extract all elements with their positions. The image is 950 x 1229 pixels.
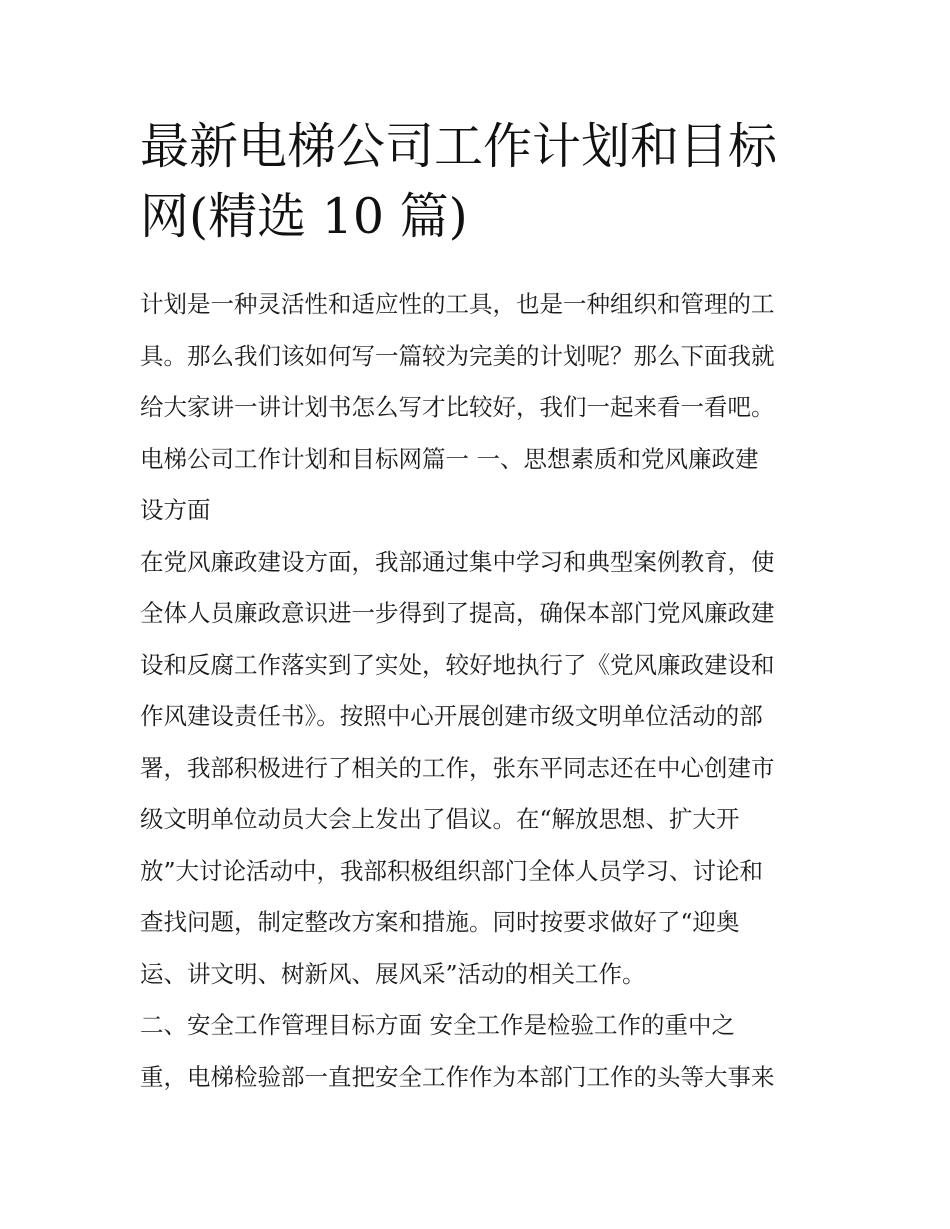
body-line: 作风建设责任书》。按照中心开展创建市级文明单位活动的部	[140, 702, 763, 730]
body-line: 重，电梯检验部一直把安全工作作为本部门工作的头等大事来	[140, 1062, 775, 1091]
body-line: 运、讲文明、树新风、展风采”活动的相关工作。	[140, 959, 646, 988]
title-line-1: 最新电梯公司工作计划和目标	[140, 118, 778, 175]
section-heading-line: 设方面	[140, 496, 211, 524]
body-line: 给大家讲一讲计划书怎么写才比较好，我们一起来看一看吧。	[140, 393, 775, 421]
body-line: 具。那么我们该如何写一篇较为完美的计划呢？那么下面我就	[140, 341, 775, 370]
section-heading-line: 电梯公司工作计划和目标网篇一 一、思想素质和党风廉政建	[140, 444, 759, 473]
body-line: 查找问题，制定整改方案和措施。同时按要求做好了“迎奥	[140, 908, 740, 936]
body-line: 放”大讨论活动中，我部积极组织部门全体人员学习、讨论和	[140, 856, 764, 885]
body-line: 计划是一种灵活性和适应性的工具，也是一种组织和管理的工	[140, 290, 775, 318]
body-line: 设和反腐工作落实到了实处，较好地执行了《党风廉政建设和	[140, 650, 775, 679]
document-title	[140, 112, 820, 252]
body-line: 级文明单位动员大会上发出了倡议。在“解放思想、扩大开	[140, 805, 740, 833]
body-line: 在党风廉政建设方面，我部通过集中学习和典型案例教育，使	[140, 547, 775, 576]
body-line: 二、安全工作管理目标方面 安全工作是检验工作的重中之	[140, 1011, 735, 1039]
body-line: 署，我部积极进行了相关的工作，张东平同志还在中心创建市	[140, 753, 775, 782]
document-body	[140, 279, 812, 1103]
title-line-2: 网(精选 10 篇)	[140, 188, 468, 245]
body-line: 全体人员廉政意识进一步得到了提高，确保本部门党风廉政建	[140, 599, 775, 627]
